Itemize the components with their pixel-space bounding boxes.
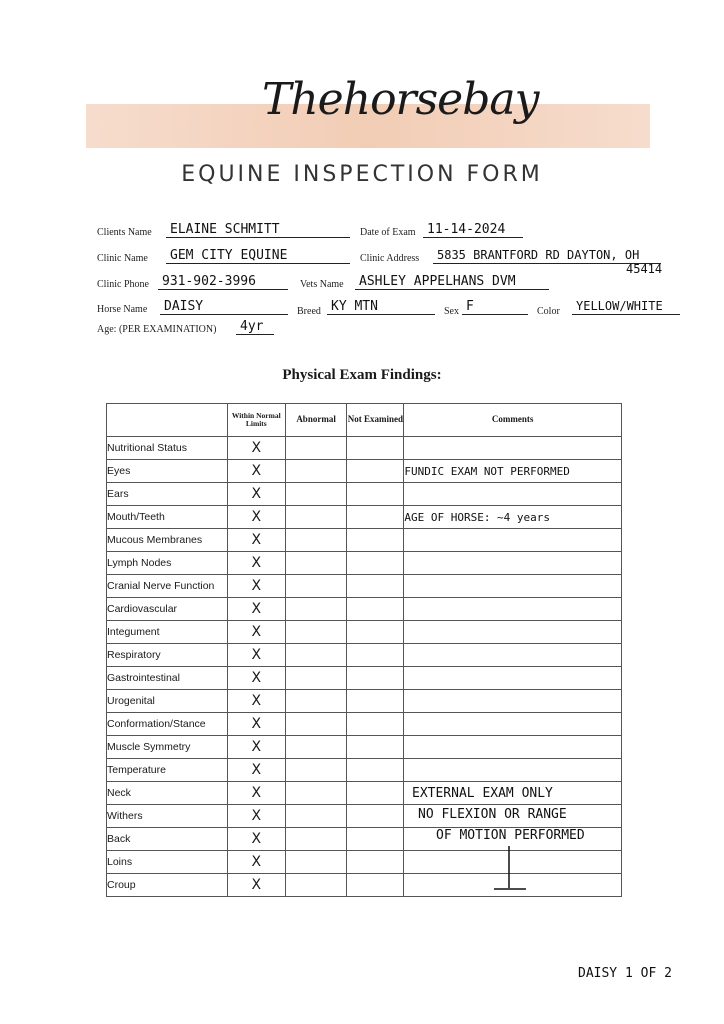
- vet-name-label: Vets Name: [300, 279, 344, 290]
- row-comment: [404, 598, 622, 621]
- table-row: [107, 575, 622, 598]
- table-row: [107, 851, 622, 874]
- row-comment: [404, 437, 622, 460]
- row-comment: [404, 621, 622, 644]
- row-abnormal-mark: [285, 483, 347, 506]
- table-row: [107, 621, 622, 644]
- row-within-normal-mark: X: [227, 713, 285, 736]
- row-not-examined-mark: [347, 874, 404, 897]
- row-not-examined-mark: [347, 552, 404, 575]
- row-within-normal-mark: X: [227, 736, 285, 759]
- row-item-label: Ears: [107, 483, 228, 506]
- row-within-normal-mark: X: [227, 506, 285, 529]
- row-item-label: Integument: [107, 621, 228, 644]
- row-not-examined-mark: [347, 460, 404, 483]
- row-item-label: Neck: [107, 782, 228, 805]
- row-within-normal-mark: X: [227, 759, 285, 782]
- header-abnormal: Abnormal: [285, 404, 347, 437]
- row-item-label: Urogenital: [107, 690, 228, 713]
- vet-name-value: ASHLEY APPELHANS DVM: [355, 274, 549, 290]
- row-not-examined-mark: [347, 529, 404, 552]
- row-within-normal-mark: X: [227, 529, 285, 552]
- row-within-normal-mark: X: [227, 782, 285, 805]
- row-item-label: Nutritional Status: [107, 437, 228, 460]
- row-within-normal-mark: X: [227, 644, 285, 667]
- row-comment: AGE OF HORSE: ~4 years: [404, 506, 622, 529]
- row-not-examined-mark: [347, 736, 404, 759]
- row-comment: [404, 483, 622, 506]
- clinic-name-label: Clinic Name: [97, 253, 148, 264]
- row-abnormal-mark: [285, 644, 347, 667]
- clinic-address-zip: 45414: [626, 262, 663, 276]
- table-row: [107, 736, 622, 759]
- row-within-normal-mark: X: [227, 437, 285, 460]
- row-abnormal-mark: [285, 460, 347, 483]
- header-comments: Comments: [404, 404, 622, 437]
- row-item-label: Croup: [107, 874, 228, 897]
- sex-label: Sex: [444, 306, 459, 317]
- row-comment: [404, 644, 622, 667]
- row-item-label: Mucous Membranes: [107, 529, 228, 552]
- section-title: Physical Exam Findings:: [282, 367, 442, 383]
- table-row: [107, 483, 622, 506]
- clinic-name-value: GEM CITY EQUINE: [166, 248, 350, 264]
- row-not-examined-mark: [347, 644, 404, 667]
- row-abnormal-mark: [285, 506, 347, 529]
- row-abnormal-mark: [285, 851, 347, 874]
- table-row: [107, 529, 622, 552]
- table-header-row: [107, 404, 622, 437]
- clinic-address-label: Clinic Address: [360, 253, 420, 264]
- row-abnormal-mark: [285, 874, 347, 897]
- row-not-examined-mark: [347, 690, 404, 713]
- row-comment: [404, 690, 622, 713]
- row-within-normal-mark: X: [227, 874, 285, 897]
- header-item: [107, 404, 228, 437]
- row-item-label: Temperature: [107, 759, 228, 782]
- row-comment: [404, 759, 622, 782]
- row-item-label: Gastrointestinal: [107, 667, 228, 690]
- date-label: Date of Exam: [360, 227, 416, 238]
- row-item-label: Loins: [107, 851, 228, 874]
- table-row: [107, 759, 622, 782]
- row-abnormal-mark: [285, 598, 347, 621]
- row-not-examined-mark: [347, 437, 404, 460]
- row-abnormal-mark: [285, 736, 347, 759]
- row-within-normal-mark: X: [227, 690, 285, 713]
- row-abnormal-mark: [285, 759, 347, 782]
- horse-name-label: Horse Name: [97, 304, 148, 315]
- row-comment: FUNDIC EXAM NOT PERFORMED: [404, 460, 622, 483]
- clinic-phone-label: Clinic Phone: [97, 279, 149, 290]
- row-abnormal-mark: [285, 529, 347, 552]
- table-row: [107, 552, 622, 575]
- row-comment: [404, 529, 622, 552]
- table-row: [107, 690, 622, 713]
- clinic-address-value: 5835 BRANTFORD RD DAYTON, OH: [433, 248, 661, 264]
- table-row: [107, 667, 622, 690]
- row-within-normal-mark: X: [227, 828, 285, 851]
- row-not-examined-mark: [347, 851, 404, 874]
- row-abnormal-mark: [285, 690, 347, 713]
- spine-note-line-1: EXTERNAL EXAM ONLY: [412, 786, 553, 801]
- row-within-normal-mark: X: [227, 483, 285, 506]
- client-name-label: Clients Name: [97, 227, 152, 238]
- sex-value: F: [462, 299, 528, 315]
- row-abnormal-mark: [285, 805, 347, 828]
- row-comment: [404, 552, 622, 575]
- row-comment: [404, 713, 622, 736]
- row-item-label: Muscle Symmetry: [107, 736, 228, 759]
- breed-value: KY MTN: [327, 299, 435, 315]
- row-comment: [404, 736, 622, 759]
- row-not-examined-mark: [347, 713, 404, 736]
- row-within-normal-mark: X: [227, 575, 285, 598]
- header-not-examined: Not Examined: [347, 404, 404, 437]
- row-comment: [404, 667, 622, 690]
- row-item-label: Respiratory: [107, 644, 228, 667]
- logo: Thehorsebay: [262, 74, 539, 125]
- row-abnormal-mark: [285, 575, 347, 598]
- row-within-normal-mark: X: [227, 598, 285, 621]
- row-not-examined-mark: [347, 667, 404, 690]
- exam-table: [106, 403, 622, 897]
- row-item-label: Back: [107, 828, 228, 851]
- bracket-mark: [490, 844, 530, 894]
- horse-name-value: DAISY: [160, 299, 288, 315]
- row-item-label: Cardiovascular: [107, 598, 228, 621]
- spine-note-line-3: OF MOTION PERFORMED: [436, 828, 585, 843]
- row-abnormal-mark: [285, 621, 347, 644]
- form-title: EQUINE INSPECTION FORM: [181, 162, 543, 187]
- row-abnormal-mark: [285, 552, 347, 575]
- clinic-phone-value: 931-902-3996: [158, 274, 288, 290]
- page-label: DAISY 1 OF 2: [578, 966, 672, 981]
- client-name-value: ELAINE SCHMITT: [166, 222, 350, 238]
- row-item-label: Lymph Nodes: [107, 552, 228, 575]
- row-within-normal-mark: X: [227, 805, 285, 828]
- header-within-normal-limits: Within Normal Limits: [227, 404, 285, 437]
- row-within-normal-mark: X: [227, 851, 285, 874]
- age-value: 4yr: [236, 319, 274, 335]
- row-abnormal-mark: [285, 713, 347, 736]
- row-not-examined-mark: [347, 782, 404, 805]
- row-not-examined-mark: [347, 506, 404, 529]
- table-row: [107, 437, 622, 460]
- color-value: YELLOW/WHITE: [572, 299, 680, 315]
- age-label: Age: (PER EXAMINATION): [97, 324, 217, 335]
- row-item-label: Withers: [107, 805, 228, 828]
- row-abnormal-mark: [285, 828, 347, 851]
- table-row: [107, 874, 622, 897]
- table-row: [107, 506, 622, 529]
- row-item-label: Conformation/Stance: [107, 713, 228, 736]
- row-within-normal-mark: X: [227, 621, 285, 644]
- row-abnormal-mark: [285, 437, 347, 460]
- row-not-examined-mark: [347, 621, 404, 644]
- row-comment: [404, 575, 622, 598]
- date-value: 11-14-2024: [423, 222, 523, 238]
- table-row: [107, 598, 622, 621]
- breed-label: Breed: [297, 306, 321, 317]
- row-item-label: Cranial Nerve Function: [107, 575, 228, 598]
- table-row: [107, 460, 622, 483]
- row-not-examined-mark: [347, 483, 404, 506]
- row-not-examined-mark: [347, 805, 404, 828]
- row-within-normal-mark: X: [227, 552, 285, 575]
- row-within-normal-mark: X: [227, 460, 285, 483]
- row-not-examined-mark: [347, 828, 404, 851]
- row-abnormal-mark: [285, 667, 347, 690]
- spine-note-line-2: NO FLEXION OR RANGE: [418, 807, 567, 822]
- row-item-label: Mouth/Teeth: [107, 506, 228, 529]
- row-abnormal-mark: [285, 782, 347, 805]
- row-within-normal-mark: X: [227, 667, 285, 690]
- row-not-examined-mark: [347, 598, 404, 621]
- table-row: [107, 644, 622, 667]
- color-label: Color: [537, 306, 560, 317]
- table-row: [107, 713, 622, 736]
- row-item-label: Eyes: [107, 460, 228, 483]
- row-not-examined-mark: [347, 759, 404, 782]
- row-not-examined-mark: [347, 575, 404, 598]
